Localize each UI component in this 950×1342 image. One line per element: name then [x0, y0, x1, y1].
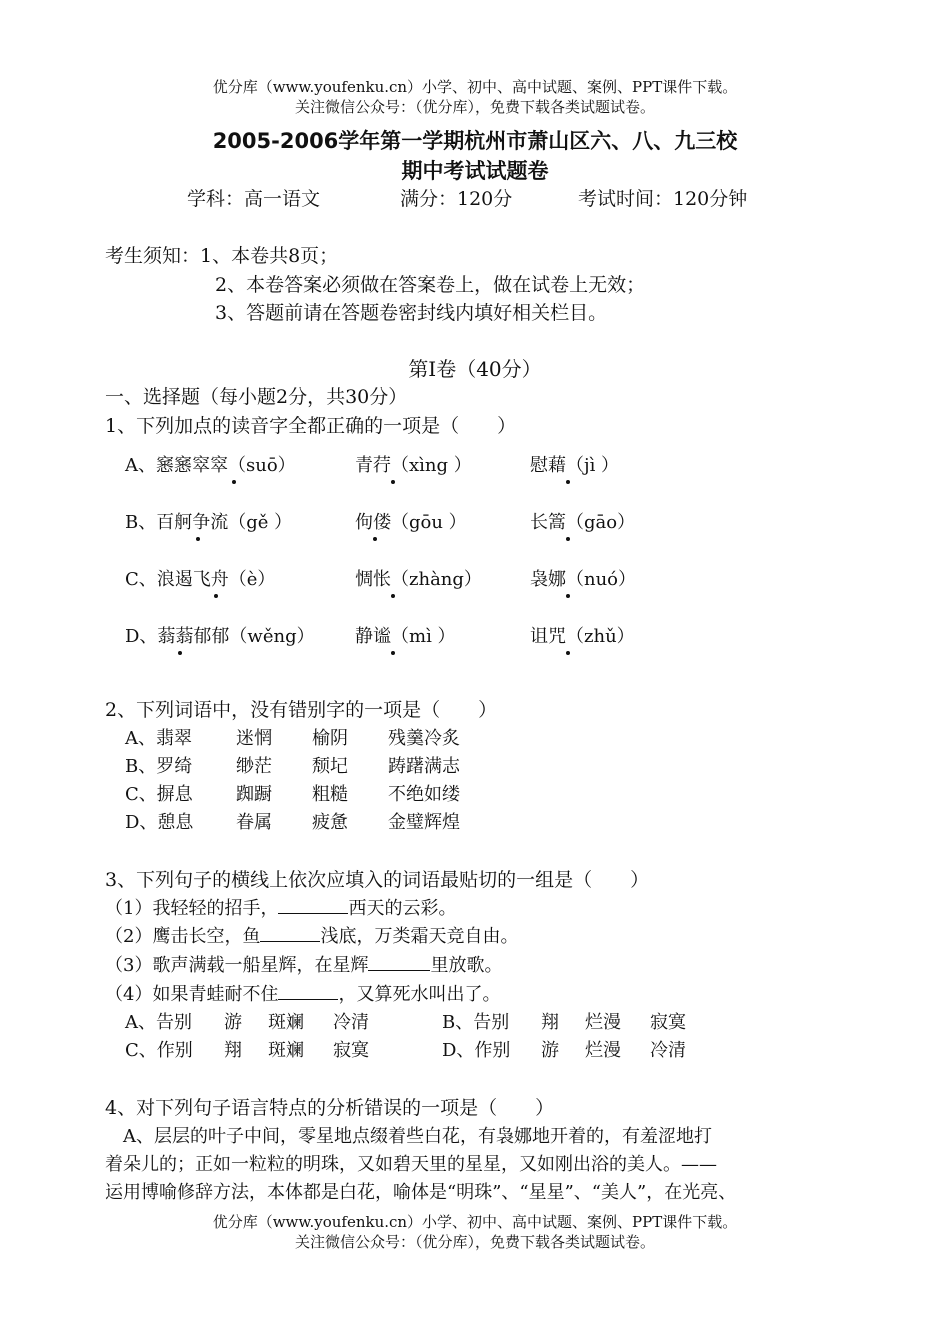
q1-option-a-item-3: 慰藉（jì ）: [530, 455, 620, 476]
q2-option-a-word-2: 迷惘: [236, 728, 272, 749]
exam-title-line-1: 2005-2006学年第一学期杭州市萧山区六、八、九三校: [212, 129, 738, 153]
q1-option-d-item-2: 静谧（mì ）: [355, 626, 456, 647]
q3-sentence-1-end: 西天的云彩。: [348, 898, 457, 919]
q3-sentence-4: [105, 980, 500, 1006]
q3-sentence-4-start: （4）如果青蛙耐不住: [105, 984, 279, 1005]
q2-option-c-word-2: 踟蹰: [236, 784, 272, 805]
q3-option-c-4: 寂寞: [333, 1040, 369, 1061]
q3-sentence-2-start: （2）鹰击长空，鱼: [105, 926, 261, 947]
notice-item-3: 3、答题前请在答题卷密封线内填好相关栏目。: [215, 302, 608, 324]
q3-sentence-3: [105, 951, 502, 977]
emphasis-dot: [196, 537, 200, 541]
emphasis-dot: [566, 537, 570, 541]
fill-blank: [260, 923, 320, 942]
q1-option-b-item-3: 长篙（gāo）: [530, 512, 636, 533]
subject-label: 学科：高一语文: [187, 188, 321, 210]
full-score-label: 满分：120分: [400, 188, 513, 210]
q2-option-a-word-4: 残羹冷炙: [388, 728, 460, 749]
q2-option-a-word-3: 榆阴: [312, 728, 348, 749]
q1-stem: 1、下列加点的读音字全都正确的一项是（ ）: [105, 415, 517, 437]
q4-option-a-line-3: 运用博喻修辞方法，本体都是白花，喻体是“明珠”、“星星”、“美人”，在光亮、: [105, 1182, 737, 1203]
q3-sentence-1: [105, 894, 456, 920]
q3-stem: 3、下列句子的横线上依次应填入的词语最贴切的一组是（ ）: [105, 869, 650, 891]
q2-option-b-word-1: B、罗绮: [125, 756, 193, 777]
q3-option-d-1: D、作别: [442, 1040, 511, 1061]
emphasis-dot: [566, 594, 570, 598]
q2-option-d-word-1: D、憩息: [125, 812, 194, 833]
q1-option-b-item-2: 佝偻（gōu ）: [355, 512, 467, 533]
part-one-heading: 一、选择题（每小题2分，共30分）: [105, 386, 408, 408]
q3-option-b-2: 翔: [541, 1012, 559, 1033]
q2-option-d-word-4: 金璧辉煌: [388, 812, 460, 833]
q2-option-b-word-2: 缈茫: [236, 756, 272, 777]
exam-title-line-2: 期中考试试题卷: [401, 159, 549, 183]
q2-option-c-word-3: 粗糙: [312, 784, 348, 805]
emphasis-dot: [391, 594, 395, 598]
footer-line-2: 关注微信公众号：（优分库），免费下载各类试题试卷。: [294, 1233, 655, 1251]
emphasis-dot: [214, 594, 218, 598]
q1-option-d-item-1: D、蓊蓊郁郁（wěng）: [125, 626, 315, 647]
q3-sentence-3-start: （3）歌声满载一船星辉，在星辉: [105, 955, 369, 976]
q2-option-c-word-1: C、摒息: [125, 784, 193, 805]
emphasis-dot: [566, 480, 570, 484]
q3-sentence-1-start: （1）我轻轻的招手，: [105, 898, 279, 919]
q3-option-d-3: 烂漫: [585, 1040, 621, 1061]
q2-option-d-word-2: 眷属: [236, 812, 272, 833]
exam-time-label: 考试时间：120分钟: [578, 188, 748, 210]
emphasis-dot: [566, 651, 570, 655]
q1-option-c-item-3: 袅娜（nuó）: [530, 569, 637, 590]
q2-stem: 2、下列词语中，没有错别字的一项是（ ）: [105, 699, 498, 721]
q3-option-b-3: 烂漫: [585, 1012, 621, 1033]
q3-option-a-4: 冷清: [333, 1012, 369, 1033]
q3-sentence-2: [105, 922, 518, 948]
q3-option-b-4: 寂寞: [650, 1012, 686, 1033]
footer-line-1: 优分库（www.youfenku.cn）小学、初中、高中试题、案例、PPT课件下载。: [212, 1213, 738, 1231]
q3-option-d-2: 游: [541, 1040, 559, 1061]
q3-option-a-1: A、告别: [125, 1012, 192, 1033]
header-line-1: 优分库（www.youfenku.cn）小学、初中、高中试题、案例、PPT课件下载。: [212, 78, 738, 96]
q2-option-b-word-4: 踌躇满志: [388, 756, 460, 777]
emphasis-dot: [373, 537, 377, 541]
q2-option-d-word-3: 疲惫: [312, 812, 348, 833]
emphasis-dot: [178, 651, 182, 655]
q1-option-c-item-2: 惆怅（zhàng）: [355, 569, 482, 590]
notice-item-2: 2、本卷答案必须做在答案卷上，做在试卷上无效；: [215, 274, 646, 296]
q3-option-d-4: 冷清: [650, 1040, 686, 1061]
q2-option-c-word-4: 不绝如缕: [388, 784, 460, 805]
q1-option-d-item-3: 诅咒（zhǔ）: [530, 626, 635, 647]
q1-option-a-item-1: A、窸窸窣窣（suō）: [125, 455, 296, 476]
q3-option-c-1: C、作别: [125, 1040, 193, 1061]
emphasis-dot: [391, 480, 395, 484]
q2-option-a-word-1: A、翡翠: [125, 728, 192, 749]
q3-sentence-4-end: ，又算死水叫出了。: [338, 984, 501, 1005]
q1-option-c-item-1: C、浪遏飞舟（è）: [125, 569, 276, 590]
q3-sentence-3-end: 里放歌。: [430, 955, 503, 976]
q4-option-a-line-1: A、层层的叶子中间，零星地点缀着些白花，有袅娜地开着的，有羞涩地打: [123, 1126, 712, 1147]
q2-option-b-word-3: 颓圮: [312, 756, 348, 777]
q3-option-b-1: B、告别: [442, 1012, 510, 1033]
q3-option-c-2: 翔: [224, 1040, 242, 1061]
fill-blank: [368, 952, 430, 971]
fill-blank: [278, 981, 338, 1000]
emphasis-dot: [391, 651, 395, 655]
q3-sentence-2-end: 浅底，万类霜天竞自由。: [320, 926, 519, 947]
q4-stem: 4、对下列句子语言特点的分析错误的一项是（ ）: [105, 1097, 555, 1119]
fill-blank: [278, 895, 348, 914]
q3-option-c-3: 斑斓: [268, 1040, 304, 1061]
emphasis-dot: [232, 480, 236, 484]
notice-item-1: 考生须知：1、本卷共8页；: [105, 245, 339, 267]
q3-option-a-2: 游: [224, 1012, 242, 1033]
header-line-2: 关注微信公众号：（优分库），免费下载各类试题试卷。: [294, 98, 655, 116]
q3-option-a-3: 斑斓: [268, 1012, 304, 1033]
q4-option-a-line-2: 着朵儿的；正如一粒粒的明珠，又如碧天里的星星，又如刚出浴的美人。——: [105, 1154, 717, 1175]
q1-option-a-item-2: 青荇（xìng ）: [355, 455, 472, 476]
q1-option-b-item-1: B、百舸争流（gě ）: [125, 512, 293, 533]
section-title: 第Ⅰ卷（40分）: [408, 357, 542, 381]
